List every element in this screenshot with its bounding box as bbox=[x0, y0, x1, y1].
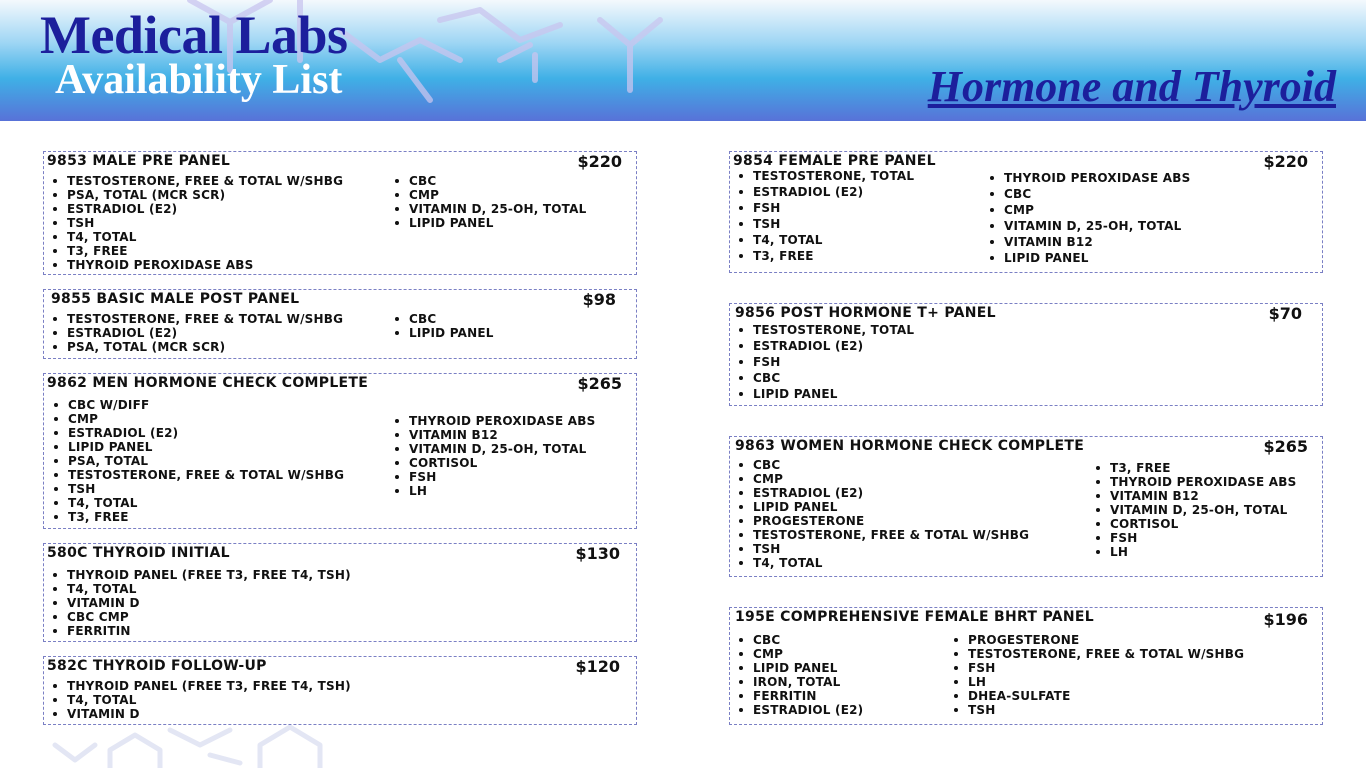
list-item: T3, FREE bbox=[1094, 461, 1296, 475]
list-item: T4, TOTAL bbox=[51, 693, 351, 707]
list-item: VITAMIN B12 bbox=[393, 428, 595, 442]
panel-price: $220 bbox=[1263, 152, 1308, 171]
test-list bbox=[952, 633, 1244, 717]
brand-subtitle: Availability List bbox=[55, 57, 343, 103]
list-item: VITAMIN D, 25-OH, TOTAL bbox=[1094, 503, 1296, 517]
panel-name: 9856 POST HORMONE T+ PANEL bbox=[735, 305, 996, 321]
panel-9854 bbox=[729, 151, 1323, 273]
list-item: THYROID PEROXIDASE ABS bbox=[1094, 475, 1296, 489]
list-item: PSA, TOTAL (MCR SCR) bbox=[51, 188, 343, 202]
list-item: LIPID PANEL bbox=[737, 500, 1029, 514]
test-list bbox=[737, 168, 914, 264]
panel-580c bbox=[43, 543, 637, 642]
list-item: TSH bbox=[952, 703, 1244, 717]
list-item: TESTOSTERONE, FREE & TOTAL W/SHBG bbox=[737, 528, 1029, 542]
list-item: LIPID PANEL bbox=[737, 661, 863, 675]
list-item: LIPID PANEL bbox=[393, 216, 586, 230]
list-item: CBC bbox=[393, 312, 494, 326]
list-item: CMP bbox=[52, 412, 344, 426]
list-item: T3, FREE bbox=[52, 510, 344, 524]
list-item: TSH bbox=[737, 542, 1029, 556]
panel-name: 9854 FEMALE PRE PANEL bbox=[733, 153, 936, 169]
list-item: T3, FREE bbox=[51, 244, 343, 258]
list-item: TSH bbox=[52, 482, 344, 496]
panel-price: $196 bbox=[1263, 610, 1308, 629]
panel-9855 bbox=[43, 289, 637, 359]
test-list bbox=[988, 170, 1190, 266]
test-list bbox=[393, 312, 494, 340]
list-item: PROGESTERONE bbox=[737, 514, 1029, 528]
list-item: FERRITIN bbox=[51, 624, 351, 638]
list-item: IRON, TOTAL bbox=[737, 675, 863, 689]
panel-price: $98 bbox=[582, 290, 616, 309]
list-item: TSH bbox=[737, 216, 914, 232]
list-item: VITAMIN D bbox=[51, 596, 351, 610]
panel-name: 580C THYROID INITIAL bbox=[47, 545, 230, 561]
list-item: LIPID PANEL bbox=[737, 386, 914, 402]
list-item: T4, TOTAL bbox=[52, 496, 344, 510]
list-item: CORTISOL bbox=[1094, 517, 1296, 531]
panel-price: $220 bbox=[577, 152, 622, 171]
list-item: ESTRADIOL (E2) bbox=[52, 426, 344, 440]
panel-name: 9855 BASIC MALE POST PANEL bbox=[51, 291, 300, 307]
list-item: TESTOSTERONE, FREE & TOTAL W/SHBG bbox=[52, 468, 344, 482]
list-item: THYROID PEROXIDASE ABS bbox=[988, 170, 1190, 186]
panel-name: 582C THYROID FOLLOW-UP bbox=[47, 658, 267, 674]
list-item: CMP bbox=[393, 188, 586, 202]
list-item: VITAMIN B12 bbox=[988, 234, 1190, 250]
list-item: THYROID PANEL (FREE T3, FREE T4, TSH) bbox=[51, 679, 351, 693]
panel-195e bbox=[729, 607, 1323, 725]
test-list bbox=[393, 174, 586, 230]
list-item: CMP bbox=[988, 202, 1190, 218]
list-item: ESTRADIOL (E2) bbox=[737, 338, 914, 354]
list-item: ESTRADIOL (E2) bbox=[51, 202, 343, 216]
list-item: ESTRADIOL (E2) bbox=[737, 184, 914, 200]
panel-9863 bbox=[729, 436, 1323, 577]
panel-price: $265 bbox=[577, 374, 622, 393]
brand-title: Medical Labs bbox=[40, 5, 348, 65]
list-item: FSH bbox=[1094, 531, 1296, 545]
panel-name: 195E COMPREHENSIVE FEMALE BHRT PANEL bbox=[735, 609, 1094, 625]
panel-price: $130 bbox=[575, 544, 620, 563]
list-item: ESTRADIOL (E2) bbox=[51, 326, 343, 340]
list-item: ESTRADIOL (E2) bbox=[737, 703, 863, 717]
list-item: VITAMIN D, 25-OH, TOTAL bbox=[988, 218, 1190, 234]
panel-9853 bbox=[43, 151, 637, 275]
test-list bbox=[1094, 461, 1296, 559]
panel-name: 9863 WOMEN HORMONE CHECK COMPLETE bbox=[735, 438, 1085, 454]
list-item: FSH bbox=[737, 200, 914, 216]
list-item: VITAMIN D bbox=[51, 707, 351, 721]
list-item: CBC bbox=[737, 370, 914, 386]
list-item: CBC bbox=[737, 633, 863, 647]
list-item: CBC bbox=[393, 174, 586, 188]
list-item: TESTOSTERONE, TOTAL bbox=[737, 168, 914, 184]
list-item: DHEA-SULFATE bbox=[952, 689, 1244, 703]
list-item: CBC W/DIFF bbox=[52, 398, 344, 412]
list-item: TESTOSTERONE, FREE & TOTAL W/SHBG bbox=[51, 312, 343, 326]
list-item: T4, TOTAL bbox=[51, 230, 343, 244]
list-item: TESTOSTERONE, FREE & TOTAL W/SHBG bbox=[51, 174, 343, 188]
panel-582c bbox=[43, 656, 637, 725]
list-item: FSH bbox=[393, 470, 595, 484]
list-item: LH bbox=[1094, 545, 1296, 559]
list-item: T3, FREE bbox=[737, 248, 914, 264]
test-list bbox=[52, 398, 344, 524]
list-item: LH bbox=[393, 484, 595, 498]
panel-name: 9853 MALE PRE PANEL bbox=[47, 153, 231, 169]
test-list bbox=[51, 679, 351, 721]
list-item: FERRITIN bbox=[737, 689, 863, 703]
list-item: ESTRADIOL (E2) bbox=[737, 486, 1029, 500]
list-item: VITAMIN B12 bbox=[1094, 489, 1296, 503]
list-item: CBC bbox=[737, 458, 1029, 472]
panel-name: 9862 MEN HORMONE CHECK COMPLETE bbox=[47, 375, 369, 391]
list-item: LIPID PANEL bbox=[393, 326, 494, 340]
category-link[interactable]: Hormone and Thyroid bbox=[927, 62, 1336, 111]
list-item: T4, TOTAL bbox=[51, 582, 351, 596]
test-list bbox=[737, 458, 1029, 570]
list-item: PROGESTERONE bbox=[952, 633, 1244, 647]
test-list bbox=[51, 312, 343, 354]
test-list bbox=[393, 414, 595, 498]
list-item: T4, TOTAL bbox=[737, 556, 1029, 570]
panel-9862 bbox=[43, 373, 637, 529]
list-item: FSH bbox=[952, 661, 1244, 675]
list-item: T4, TOTAL bbox=[737, 232, 914, 248]
test-list bbox=[737, 633, 863, 717]
list-item: TESTOSTERONE, TOTAL bbox=[737, 322, 914, 338]
test-list bbox=[51, 568, 351, 638]
list-item: CMP bbox=[737, 647, 863, 661]
list-item: CMP bbox=[737, 472, 1029, 486]
panel-price: $70 bbox=[1268, 304, 1302, 323]
test-list bbox=[737, 322, 914, 402]
list-item: LIPID PANEL bbox=[52, 440, 344, 454]
list-item: CBC bbox=[988, 186, 1190, 202]
list-item: PSA, TOTAL bbox=[52, 454, 344, 468]
list-item: CBC CMP bbox=[51, 610, 351, 624]
list-item: VITAMIN D, 25-OH, TOTAL bbox=[393, 202, 586, 216]
list-item: TESTOSTERONE, FREE & TOTAL W/SHBG bbox=[952, 647, 1244, 661]
list-item: LH bbox=[952, 675, 1244, 689]
panel-9856 bbox=[729, 303, 1323, 406]
list-item: THYROID PEROXIDASE ABS bbox=[51, 258, 343, 272]
list-item: VITAMIN D, 25-OH, TOTAL bbox=[393, 442, 595, 456]
header-banner bbox=[0, 0, 1366, 121]
list-item: LIPID PANEL bbox=[988, 250, 1190, 266]
list-item: FSH bbox=[737, 354, 914, 370]
test-list bbox=[51, 174, 343, 272]
panel-price: $265 bbox=[1263, 437, 1308, 456]
list-item: TSH bbox=[51, 216, 343, 230]
list-item: CORTISOL bbox=[393, 456, 595, 470]
list-item: THYROID PANEL (FREE T3, FREE T4, TSH) bbox=[51, 568, 351, 582]
panel-price: $120 bbox=[575, 657, 620, 676]
list-item: PSA, TOTAL (MCR SCR) bbox=[51, 340, 343, 354]
list-item: THYROID PEROXIDASE ABS bbox=[393, 414, 595, 428]
